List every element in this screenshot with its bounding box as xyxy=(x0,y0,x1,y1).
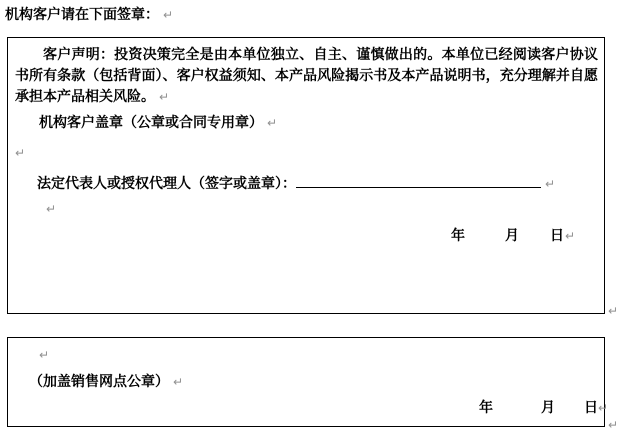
page-title-line xyxy=(5,8,173,23)
page-title: 机构客户请在下面签章： xyxy=(5,8,159,23)
paragraph-mark-icon: ↵ xyxy=(545,177,556,191)
signature-blank-field[interactable] xyxy=(296,174,541,188)
year-label: 年 xyxy=(479,401,493,416)
empty-paragraph-mark-icon: ↵ xyxy=(15,146,26,160)
institution-seal-line xyxy=(39,116,277,131)
sales-seal-note: （加盖销售网点公章） xyxy=(29,375,169,390)
paragraph-mark-icon: ↵ xyxy=(159,90,170,104)
customer-declaration-text: 客户声明：投资决策完全是由本单位独立、自主、谨慎做出的。本单位已经阅读客户协议书所有条款（包括背面）、客户权益须知、本产品风险揭示书及本产品说明书，充分理解并自愿承担本产品相关风险。 xyxy=(15,48,598,105)
day-label: 日 xyxy=(584,401,598,416)
day-label: 日 xyxy=(550,229,564,244)
paragraph-mark-icon: ↵ xyxy=(173,375,184,389)
paragraph-mark-icon: ↵ xyxy=(598,401,609,415)
paragraph-mark-icon: ↵ xyxy=(267,116,278,130)
sales-outlet-seal-box xyxy=(7,337,609,427)
empty-paragraph-mark-icon: ↵ xyxy=(46,202,57,216)
paragraph-mark-icon: ↵ xyxy=(163,8,174,22)
institution-seal-label: 机构客户盖章（公章或合同专用章） xyxy=(39,116,263,131)
empty-paragraph-mark-icon: ↵ xyxy=(39,348,50,362)
legal-representative-label: 法定代表人或授权代理人（签字或盖章）： xyxy=(37,177,296,192)
year-label: 年 xyxy=(451,229,465,244)
customer-declaration-paragraph xyxy=(15,45,598,108)
after-box-paragraph-mark-icon: ↵ xyxy=(608,304,619,318)
institution-signature-box xyxy=(7,37,605,314)
after-box-paragraph-mark-icon: ↵ xyxy=(608,418,619,432)
month-label: 月 xyxy=(505,229,519,244)
month-label: 月 xyxy=(541,401,555,416)
legal-representative-line xyxy=(37,174,555,192)
paragraph-mark-icon: ↵ xyxy=(565,229,576,243)
sales-seal-note-line xyxy=(29,375,183,390)
